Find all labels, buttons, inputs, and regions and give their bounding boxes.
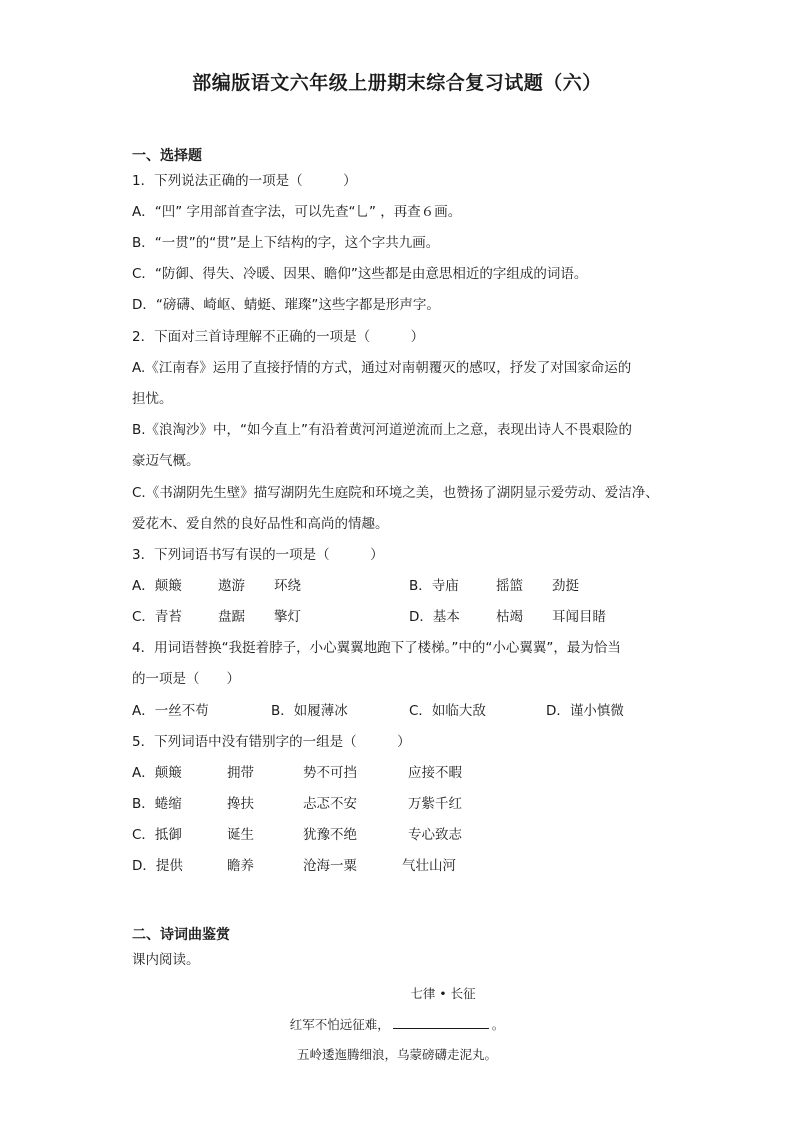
q5-option-c: C．抵御 xyxy=(132,827,182,843)
q3-option-c-word: 盘踞 xyxy=(218,609,245,625)
poem-line-1-text: 红军不怕远征难， xyxy=(289,1017,390,1032)
q3-option-b: B．寺庙 xyxy=(409,578,459,594)
q2-stem: 2．下面对三首诗理解不正确的一项是（ ） xyxy=(132,329,425,345)
q3-option-b-word: 劲挺 xyxy=(552,578,579,594)
q5-option-d: D．提供 xyxy=(132,858,183,874)
q5-word: 应接不暇 xyxy=(408,765,462,781)
q3-stem: 3．下列词语书写有误的一项是（ ） xyxy=(132,547,384,563)
poem-line-1 xyxy=(0,1015,794,1033)
q3-option-c: C．青苔 xyxy=(132,609,182,625)
q3-option-c-word: 擎灯 xyxy=(274,609,301,625)
q5-word: 专心致志 xyxy=(408,827,462,843)
q2-option-a-line2: 担忧。 xyxy=(132,391,173,407)
section-heading-poetry: 二、诗词曲鉴赏 xyxy=(132,927,230,943)
page-title: 部编版语文六年级上册期末综合复习试题（六） xyxy=(192,72,602,94)
q3-option-b-word: 摇篮 xyxy=(496,578,523,594)
q5-word: 诞生 xyxy=(227,827,254,843)
q5-word: 瞻养 xyxy=(227,858,254,874)
q4-stem-line1: 4．用词语替换“我挺着脖子，小心翼翼地跑下了楼梯。”中的“小心翼翼”，最为恰当 xyxy=(132,640,621,656)
q3-option-d-word: 枯竭 xyxy=(496,609,523,625)
q4-option-d: D．谨小慎微 xyxy=(546,703,624,719)
q2-option-c-line2: 爱花木、爱自然的良好品性和高尚的情趣。 xyxy=(132,516,389,532)
q5-word: 万紫千红 xyxy=(408,796,462,812)
q1-option-c: C．“防御、得失、冷暖、因果、瞻仰”这些都是由意思相近的字组成的词语。 xyxy=(132,266,588,282)
q4-option-b: B．如履薄冰 xyxy=(271,703,348,719)
q4-option-a: A．一丝不苟 xyxy=(132,703,209,719)
answer-blank[interactable] xyxy=(393,1016,489,1029)
q5-option-a: A．颠簸 xyxy=(132,765,182,781)
q1-stem: 1．下列说法正确的一项是（ ） xyxy=(132,173,357,189)
q5-word: 犹豫不绝 xyxy=(303,827,357,843)
poem-line-2: 五岭逶迤腾细浪，乌蒙磅礴走泥丸。 xyxy=(296,1047,497,1062)
q3-row-cd xyxy=(132,608,672,628)
q2-option-b-line2: 豪迈气概。 xyxy=(132,453,200,469)
q4-option-c: C．如临大敌 xyxy=(409,703,486,719)
q5-row-b xyxy=(132,795,672,815)
q4-stem-line2: 的一项是（ ） xyxy=(132,671,240,687)
q5-word: 势不可挡 xyxy=(303,765,357,781)
q2-option-c-line1: C.《书湖阴先生壁》描写湖阴先生庭院和环境之美，也赞扬了湖阴显示爱劳动、爱洁净、 xyxy=(132,485,659,501)
poem-line-1-end: 。 xyxy=(491,1017,505,1032)
q5-row-d xyxy=(132,857,672,877)
q5-word: 气壮山河 xyxy=(402,858,456,874)
q2-option-a-line1: A.《江南春》运用了直接抒情的方式，通过对南朝覆灭的感叹，抒发了对国家命运的 xyxy=(132,360,632,376)
q3-option-d-word: 耳闻目睹 xyxy=(552,609,606,625)
q3-option-a-word: 遨游 xyxy=(218,578,245,594)
q3-row-ab xyxy=(132,577,672,597)
q5-row-c xyxy=(132,826,672,846)
q3-option-a: A．颠簸 xyxy=(132,578,182,594)
q5-word: 沧海一粟 xyxy=(303,858,357,874)
section-heading-choice: 一、选择题 xyxy=(132,148,202,164)
q5-option-b: B．蜷缩 xyxy=(132,796,182,812)
q1-option-b: B．“一贯”的“贯”是上下结构的字，这个字共九画。 xyxy=(132,235,440,251)
q2-option-b-line1: B.《浪淘沙》中，“如今直上”有沿着黄河河道逆流而上之意，表现出诗人不畏艰险的 xyxy=(132,422,633,438)
q3-option-d: D．基本 xyxy=(409,609,460,625)
q5-word: 拥带 xyxy=(227,765,254,781)
q1-option-d: D．“磅礴、崎岖、蜻蜓、璀璨”这些字都是形声字。 xyxy=(132,297,440,313)
q4-options xyxy=(132,702,672,722)
q5-stem: 5．下列词语中没有错别字的一组是（ ） xyxy=(132,734,411,750)
q5-row-a xyxy=(132,764,672,784)
q1-option-a: A．“凹” 字用部首查字法，可以先查“乚” ，再查６画。 xyxy=(132,204,462,220)
section-intro: 课内阅读。 xyxy=(132,952,200,968)
q5-word: 忐忑不安 xyxy=(303,796,357,812)
q3-option-a-word: 环绕 xyxy=(274,578,301,594)
poem-title: 七律 • 长征 xyxy=(410,986,476,1001)
q5-word: 搀扶 xyxy=(227,796,254,812)
